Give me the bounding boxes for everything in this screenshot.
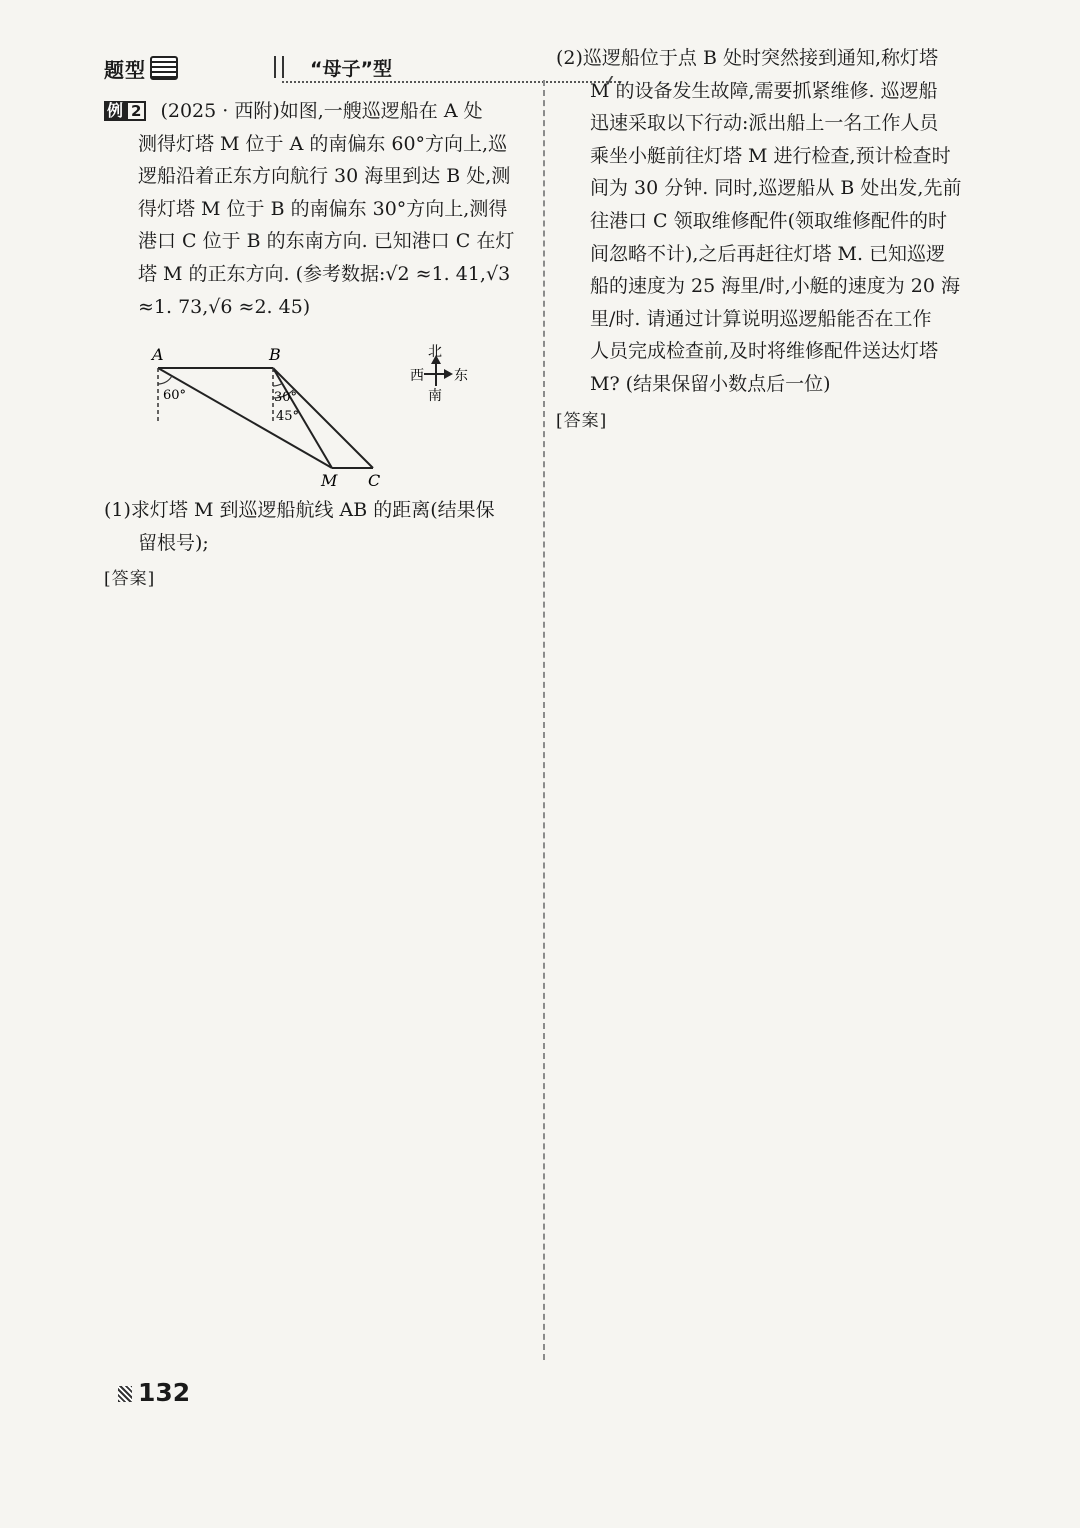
- question-2-line: 船的速度为 25 海里/时,小艇的速度为 20 海: [590, 275, 960, 298]
- section-number-icon: [150, 56, 178, 80]
- answer-2-label: [答案]: [556, 410, 608, 431]
- geometry-figure: [140, 340, 500, 490]
- header-divider: [274, 56, 284, 78]
- left-column: [104, 94, 526, 323]
- compass-north-label: 北: [428, 344, 442, 360]
- compass-south-label: 南: [428, 388, 442, 404]
- question-2-line: 间为 30 分钟. 同时,巡逻船从 B 处出发,先前: [590, 177, 962, 200]
- problem-text-line: 逻船沿着正东方向航行 30 海里到达 B 处,测: [138, 165, 511, 188]
- column-divider: [543, 80, 545, 1360]
- question-2-line: 里/时. 请通过计算说明巡逻船能否在工作: [590, 307, 932, 330]
- problem-text-line: 测得灯塔 M 位于 A 的南偏东 60°方向上,巡: [138, 132, 508, 155]
- angle-label-a: 60°: [163, 388, 187, 403]
- section-tag-label: 题型: [104, 58, 146, 82]
- angle-arc-b1: [273, 384, 282, 387]
- geometry-diagram: [140, 340, 500, 490]
- page-mark-icon: [118, 1386, 132, 1402]
- problem-text-line: ≈1. 73,√6 ≈2. 45): [138, 295, 311, 318]
- question-2-line: 人员完成检查前,及时将维修配件送达灯塔: [590, 340, 939, 363]
- label-b: B: [269, 345, 281, 364]
- compass-east-label: 东: [454, 368, 468, 384]
- problem-intro: [104, 94, 526, 323]
- angle-label-b1: 30°: [274, 390, 298, 405]
- problem-text-line: 港口 C 位于 B 的东南方向. 已知港口 C 在灯: [138, 230, 515, 253]
- question-2-line: 迅速采取以下行动:派出船上一名工作人员: [590, 112, 939, 135]
- problem-text-line: 得灯塔 M 位于 B 的南偏东 30°方向上,测得: [138, 197, 508, 220]
- question-2-line: M 的设备发生故障,需要抓紧维修. 巡逻船: [590, 79, 938, 102]
- section-header: [104, 50, 520, 86]
- label-a: A: [152, 345, 164, 364]
- answer-1-label: [答案]: [104, 569, 156, 590]
- question-1-line: (1)求灯塔 M 到巡逻船航线 AB 的距离(结果保: [104, 499, 495, 521]
- question-2-line: M? (结果保留小数点后一位): [590, 372, 831, 395]
- label-m: M: [321, 471, 338, 490]
- page-number-text: 132: [138, 1378, 191, 1407]
- question-2-line: 乘坐小艇前往灯塔 M 进行检查,预计检查时: [590, 144, 951, 167]
- section-tag: [104, 54, 178, 83]
- segment-am: [158, 368, 332, 468]
- problem-text-line: 塔 M 的正东方向. (参考数据:√2 ≈1. 41,√3: [138, 262, 511, 285]
- compass-icon: [410, 344, 468, 404]
- example-badge-word: 例: [104, 101, 126, 121]
- question-2-line: 往港口 C 领取维修配件(领取维修配件的时: [590, 209, 948, 232]
- section-title: “母子”型: [310, 58, 392, 80]
- problem-text-line: (2025 · 西附)如图,一艘巡逻船在 A 处: [160, 100, 483, 122]
- question-1: [104, 494, 526, 596]
- page-number: [118, 1378, 190, 1407]
- angle-label-b2: 45°: [276, 409, 300, 424]
- question-1-line: 留根号);: [138, 531, 209, 554]
- problem-line-1: [104, 94, 526, 128]
- example-badge-number: 2: [126, 101, 146, 121]
- label-c: C: [368, 471, 381, 490]
- example-badge: [104, 94, 146, 127]
- question-2-line: (2)巡逻船位于点 B 处时突然接到通知,称灯塔: [556, 47, 938, 69]
- compass-west-label: 西: [410, 368, 424, 384]
- question-2-line: 间忽略不计),之后再赶往灯塔 M. 已知巡逻: [590, 242, 946, 265]
- question-1-text: [104, 494, 526, 559]
- question-2: [556, 42, 978, 437]
- angle-arc-a: [158, 376, 172, 384]
